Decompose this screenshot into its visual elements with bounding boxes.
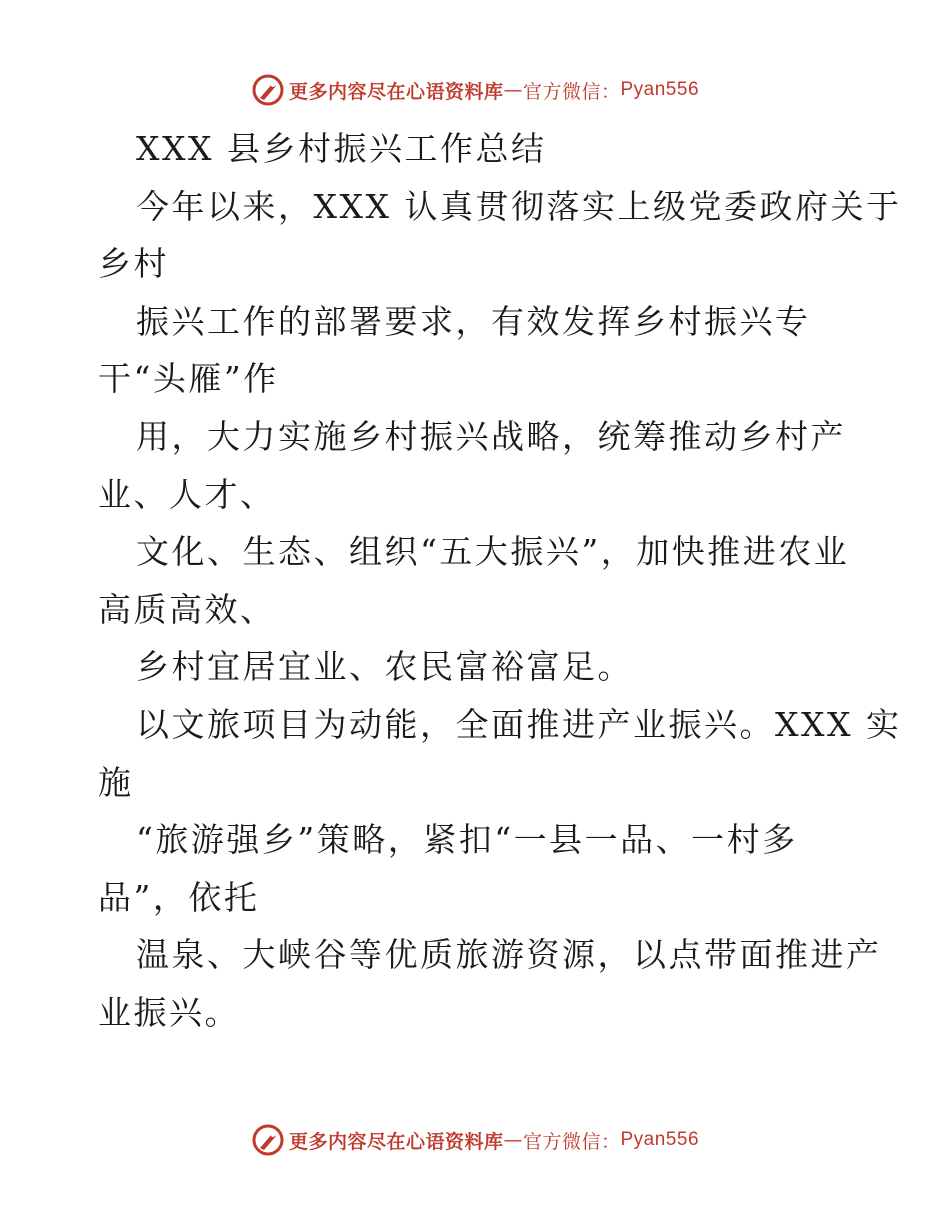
watermark-main-text: 更多内容尽在心语资料库	[288, 80, 504, 103]
paragraph-line: 振兴工作的部署要求，有效发挥乡村振兴专	[136, 301, 811, 341]
watermark-main-text: 更多内容尽在心语资料库	[288, 1130, 504, 1153]
paragraph-line: 文化、生态、组织“五大振兴”，加快推进农业	[136, 532, 850, 572]
watermark-wechat-label: 官方微信：	[522, 1130, 621, 1153]
watermark-wechat-id: Pyan556	[620, 1129, 700, 1150]
paragraph-line: 今年以来，XXX 认真贯彻落实上级党委政府关于	[136, 186, 902, 226]
paragraph-line: 乡村	[98, 244, 169, 284]
paragraph-line: 干“头雁”作	[98, 359, 279, 399]
paragraph-line: 品”，依托	[98, 877, 260, 917]
header-watermark	[0, 70, 950, 110]
paragraph-line: 用，大力实施乡村振兴战略，统筹推动乡村产	[136, 416, 846, 456]
watermark-separator: —	[503, 79, 523, 101]
paragraph-line: 业振兴。	[98, 992, 240, 1032]
paragraph-line: 业、人才、	[98, 474, 276, 514]
paragraph-line: 以文旅项目为动能，全面推进产业振兴。XXX 实	[136, 704, 902, 744]
paragraph-line: 温泉、大峡谷等优质旅游资源，以点带面推进产	[136, 935, 882, 975]
document-title: XXX 县乡村振兴工作总结	[136, 129, 547, 168]
footer-watermark	[0, 1120, 950, 1160]
document-body	[98, 120, 902, 1042]
pen-logo-icon	[251, 1123, 285, 1157]
watermark-wechat-id: Pyan556	[620, 79, 700, 100]
watermark-wechat-label: 官方微信：	[522, 80, 621, 103]
paragraph-line: “旅游强乡”策略，紧扣“一县一品、一村多	[136, 820, 798, 860]
pen-logo-icon	[251, 73, 285, 107]
paragraph-line: 乡村宜居宜业、农民富裕富足。	[136, 647, 633, 687]
watermark-separator: —	[503, 1129, 523, 1151]
paragraph-line: 高质高效、	[98, 589, 276, 629]
paragraph-line: 施	[98, 762, 134, 802]
